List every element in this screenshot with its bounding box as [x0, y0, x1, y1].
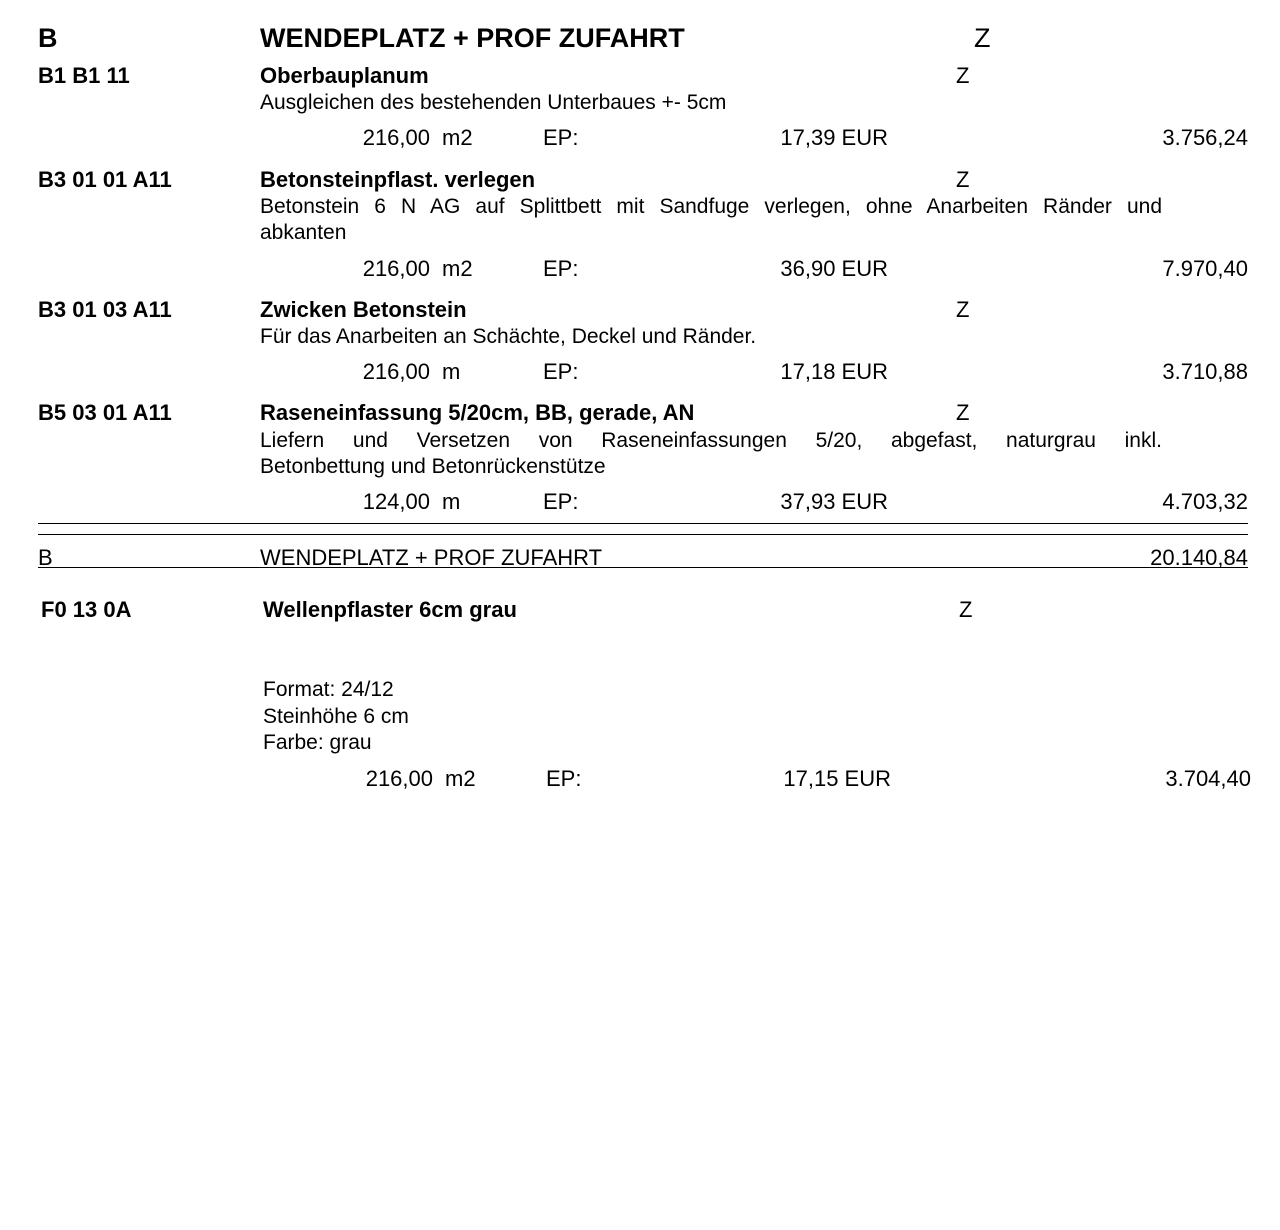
position-quantity: 124,00 — [362, 489, 430, 514]
position-description-line: Betonstein 6 N AG auf Splittbett mit Sandfuge verlegen, ohne Anarbeiten Ränder und — [260, 195, 1162, 218]
position-title: Oberbauplanum — [260, 63, 429, 88]
subtotal-code: B — [38, 545, 53, 570]
ep-label: EP: — [543, 359, 579, 384]
position-total: 4.703,32 — [1162, 489, 1248, 514]
position-title: Betonsteinpflast. verlegen — [260, 167, 536, 192]
position-description-line: Liefern und Versetzen von Raseneinfassungen 5/20, abgefast, naturgrau inkl. — [260, 429, 1162, 452]
position-quantity: 216,00 — [362, 256, 430, 281]
position-flag: Z — [956, 167, 970, 192]
position-quantity: 216,00 — [365, 766, 433, 791]
position-code: B1 B1 11 — [38, 63, 130, 88]
section-flag: Z — [974, 23, 991, 53]
position-flag: Z — [956, 400, 970, 425]
position-unit: m — [442, 359, 461, 384]
position-unit-price: 17,15 EUR — [783, 766, 891, 791]
position-description-line: Steinhöhe 6 cm — [263, 705, 409, 728]
position-description-line: Ausgleichen des bestehenden Unterbaues +- 5cm — [260, 91, 727, 114]
position-unit-price: 17,18 EUR — [780, 359, 888, 384]
position-description-line: abkanten — [260, 221, 347, 244]
position-unit-price: 36,90 EUR — [780, 256, 888, 281]
section-title: WENDEPLATZ + PROF ZUFAHRT — [260, 23, 685, 53]
position-title: Zwicken Betonstein — [260, 297, 467, 322]
position-code: F0 13 0A — [41, 597, 132, 622]
position-flag: Z — [959, 597, 973, 622]
position-unit: m2 — [445, 766, 476, 791]
ep-label: EP: — [543, 256, 579, 281]
ep-label: EP: — [546, 766, 582, 791]
position-total: 3.756,24 — [1162, 125, 1248, 150]
position-quantity: 216,00 — [362, 125, 430, 150]
position-description-line: Farbe: grau — [263, 731, 372, 754]
position-code: B3 01 01 A11 — [38, 167, 172, 192]
position-title: Wellenpflaster 6cm grau — [263, 597, 517, 622]
position-quantity: 216,00 — [362, 359, 430, 384]
position-description-line: Format: 24/12 — [263, 678, 394, 701]
position-total: 7.970,40 — [1162, 256, 1248, 281]
position-unit-price: 37,93 EUR — [780, 489, 888, 514]
position-code: B5 03 01 A11 — [38, 400, 172, 425]
position-unit: m2 — [442, 256, 473, 281]
position-total: 3.710,88 — [1162, 359, 1248, 384]
ep-label: EP: — [543, 489, 579, 514]
section-code: B — [38, 23, 58, 53]
position-description-line: Betonbettung und Betonrückenstütze — [260, 455, 606, 478]
divider-line — [38, 523, 1248, 524]
position-unit: m2 — [442, 125, 473, 150]
position-description-line: Für das Anarbeiten an Schächte, Deckel und Ränder. — [260, 325, 757, 348]
subtotal-title: WENDEPLATZ + PROF ZUFAHRT — [260, 545, 603, 570]
position-code: B3 01 03 A11 — [38, 297, 172, 322]
position-total: 3.704,40 — [1165, 766, 1251, 791]
subtotal-total: 20.140,84 — [1150, 545, 1248, 570]
position-unit-price: 17,39 EUR — [780, 125, 888, 150]
position-title: Raseneinfassung 5/20cm, BB, gerade, AN — [260, 400, 695, 425]
ep-label: EP: — [543, 125, 579, 150]
position-flag: Z — [956, 297, 970, 322]
position-flag: Z — [956, 63, 970, 88]
divider-line — [38, 534, 1248, 535]
subtotal-underline — [38, 567, 1248, 568]
position-unit: m — [442, 489, 461, 514]
